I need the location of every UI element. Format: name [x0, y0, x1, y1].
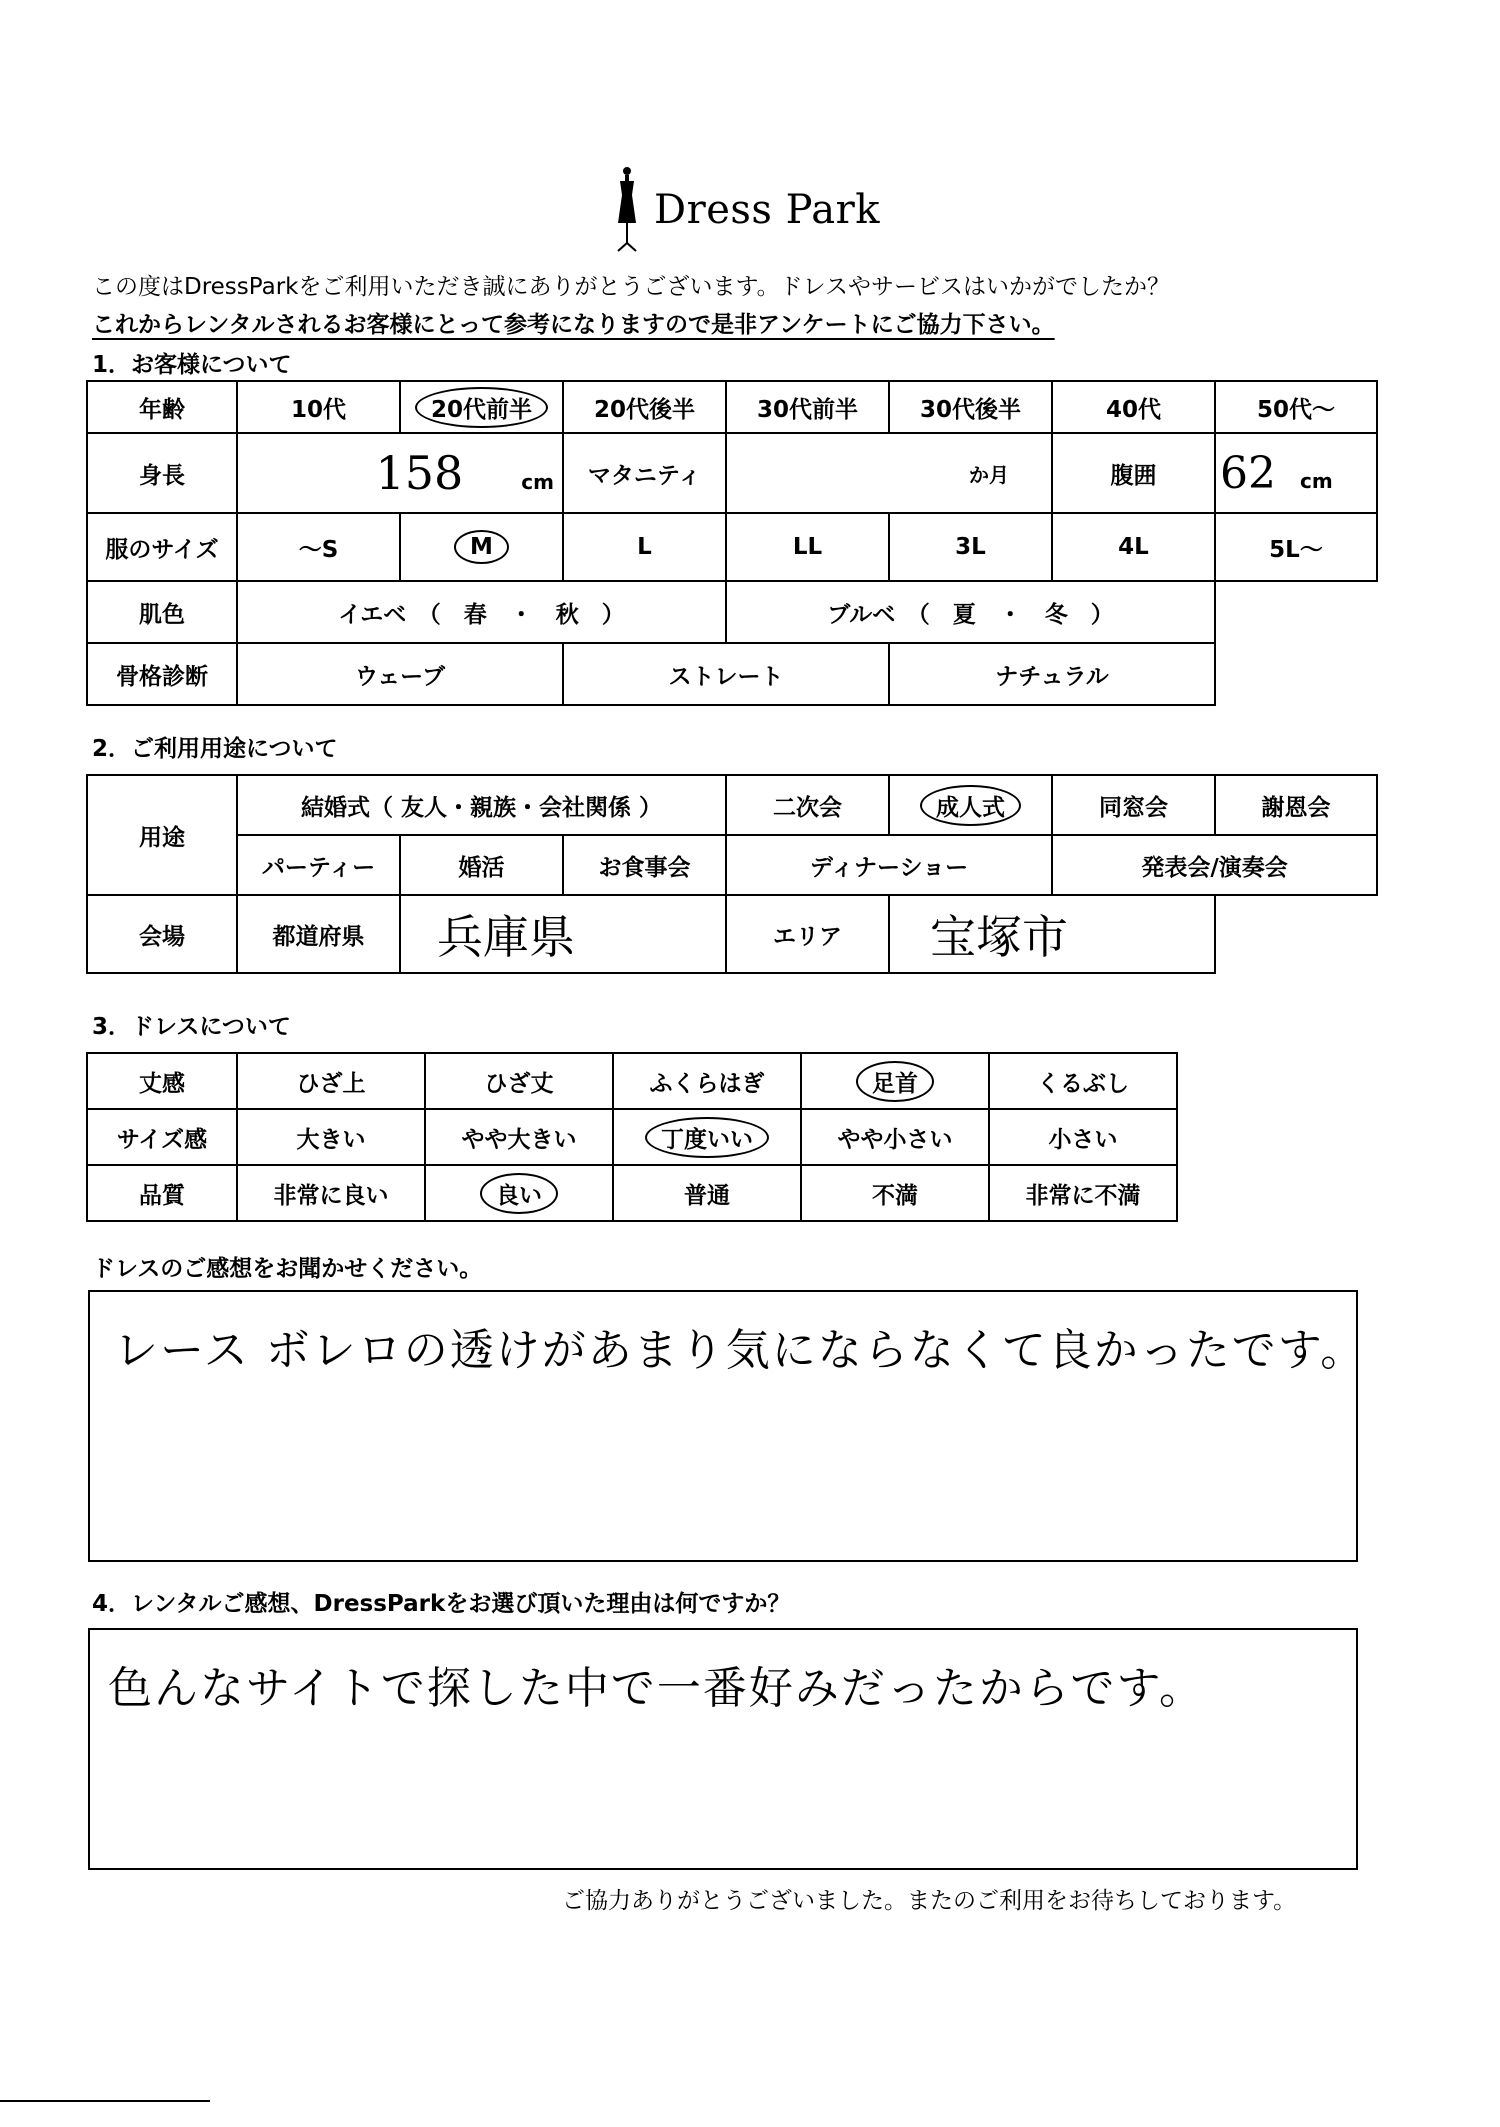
- dress-table: [86, 1052, 1178, 1222]
- age-option-selected[interactable]: [400, 381, 563, 433]
- frame-option[interactable]: ストレート: [563, 643, 889, 705]
- purpose-option[interactable]: 謝恩会: [1215, 775, 1377, 835]
- height-row: [87, 433, 1377, 513]
- purpose-row-2: [87, 835, 1377, 895]
- frame-option[interactable]: ナチュラル: [889, 643, 1215, 705]
- quality-option-selected[interactable]: [425, 1165, 613, 1221]
- section-3-title: 3．ドレスについて: [92, 1014, 291, 1040]
- length-option[interactable]: くるぶし: [989, 1053, 1177, 1109]
- selection-circle: 丁度いい: [645, 1117, 769, 1158]
- size-option-selected[interactable]: [400, 513, 563, 581]
- venue-row: [87, 895, 1377, 973]
- purpose-option[interactable]: ディナーショー: [726, 835, 1052, 895]
- height-unit: cm: [521, 470, 554, 494]
- brand-name: Dress Park: [654, 187, 880, 233]
- selection-circle: 20代前半: [415, 387, 548, 428]
- purpose-option[interactable]: 同窓会: [1052, 775, 1215, 835]
- waist-field[interactable]: [1215, 433, 1377, 513]
- quality-option[interactable]: 不満: [801, 1165, 989, 1221]
- purpose-option[interactable]: 婚活: [400, 835, 563, 895]
- impressions-answer: レース ボレロの透けがあまり気にならなくて良かったです。: [114, 1325, 1367, 1376]
- fit-option-selected[interactable]: [613, 1109, 801, 1165]
- prefecture-label: 都道府県: [237, 895, 400, 973]
- size-option[interactable]: 3L: [889, 513, 1052, 581]
- impressions-prompt: ドレスのご感想をお聞かせください。: [92, 1256, 483, 1282]
- skin-label: 肌色: [87, 581, 237, 643]
- empty-cell: [1215, 643, 1377, 705]
- fit-row: [87, 1109, 1177, 1165]
- intro-line-2: これからレンタルされるお客様にとって参考になりますので是非アンケートにご協力下さい。: [92, 312, 1055, 338]
- frame-option[interactable]: ウェーブ: [237, 643, 563, 705]
- age-label: 年齢: [87, 381, 237, 433]
- fit-option[interactable]: やや小さい: [801, 1109, 989, 1165]
- length-option[interactable]: ひざ上: [237, 1053, 425, 1109]
- age-option[interactable]: 30代前半: [726, 381, 889, 433]
- selection-circle: 足首: [856, 1061, 934, 1102]
- age-option[interactable]: 40代: [1052, 381, 1215, 433]
- length-option-selected[interactable]: [801, 1053, 989, 1109]
- skin-option-blue[interactable]: ブルベ （ 夏 ・ 冬 ）: [726, 581, 1215, 643]
- purpose-table: [86, 774, 1378, 974]
- fit-option[interactable]: 小さい: [989, 1109, 1177, 1165]
- quality-option[interactable]: 普通: [613, 1165, 801, 1221]
- height-field[interactable]: [237, 433, 563, 513]
- height-value: 158: [375, 446, 464, 500]
- age-option[interactable]: 10代: [237, 381, 400, 433]
- selection-circle: M: [454, 530, 509, 564]
- age-option[interactable]: 50代～: [1215, 381, 1377, 433]
- scan-edge-line: [0, 2100, 210, 2102]
- reason-answer-box[interactable]: [88, 1628, 1358, 1870]
- size-option[interactable]: 4L: [1052, 513, 1215, 581]
- footer-thanks: ご協力ありがとうございました。またのご利用をお待ちしております。: [562, 1888, 1297, 1914]
- impressions-answer-box[interactable]: [88, 1290, 1367, 1562]
- height-label: 身長: [87, 433, 237, 513]
- frame-row: [87, 643, 1377, 705]
- customer-table: [86, 380, 1378, 706]
- empty-cell: [1215, 581, 1377, 643]
- fit-label: サイズ感: [87, 1109, 237, 1165]
- purpose-row-1: [87, 775, 1377, 835]
- section-4-title: 4．レンタルご感想、DressParkをお選び頂いた理由は何ですか？: [92, 1591, 791, 1617]
- skin-row: [87, 581, 1377, 643]
- selection-circle: 良い: [480, 1173, 558, 1214]
- section-2-title: 2．ご利用用途について: [92, 736, 338, 762]
- length-label: 丈感: [87, 1053, 237, 1109]
- intro-line-1: この度はDressParkをご利用いただき誠にありがとうございます。ドレスやサービスはいかがでしたか？: [92, 274, 1170, 300]
- waist-label: 腹囲: [1052, 433, 1215, 513]
- area-label: エリア: [726, 895, 889, 973]
- size-option[interactable]: 5L～: [1215, 513, 1377, 581]
- fit-option[interactable]: 大きい: [237, 1109, 425, 1165]
- age-row: [87, 381, 1377, 433]
- waist-value: 62: [1220, 447, 1276, 499]
- logo: [610, 160, 880, 260]
- section-1-title: 1．お客様について: [92, 352, 292, 378]
- prefecture-value[interactable]: 兵庫県: [400, 895, 726, 973]
- purpose-option[interactable]: 結婚式（ 友人・親族・会社関係 ）: [237, 775, 726, 835]
- length-option[interactable]: ふくらはぎ: [613, 1053, 801, 1109]
- quality-row: [87, 1165, 1177, 1221]
- dress-mannequin-icon: [610, 165, 644, 255]
- size-row: [87, 513, 1377, 581]
- empty-cell: [1215, 895, 1377, 973]
- purpose-option[interactable]: 二次会: [726, 775, 889, 835]
- skin-option-yellow[interactable]: イエベ （ 春 ・ 秋 ）: [237, 581, 726, 643]
- size-option[interactable]: L: [563, 513, 726, 581]
- purpose-option[interactable]: 発表会/演奏会: [1052, 835, 1377, 895]
- quality-label: 品質: [87, 1165, 237, 1221]
- maternity-field[interactable]: [726, 433, 1052, 513]
- maternity-unit: か月: [969, 462, 1009, 487]
- purpose-option[interactable]: お食事会: [563, 835, 726, 895]
- venue-label: 会場: [87, 895, 237, 973]
- size-label: 服のサイズ: [87, 513, 237, 581]
- size-option[interactable]: ～S: [237, 513, 400, 581]
- purpose-option[interactable]: パーティー: [237, 835, 400, 895]
- length-option[interactable]: ひざ丈: [425, 1053, 613, 1109]
- waist-unit: cm: [1300, 468, 1333, 493]
- selection-circle: 成人式: [920, 785, 1021, 826]
- purpose-option-selected[interactable]: [889, 775, 1052, 835]
- age-option[interactable]: 20代後半: [563, 381, 726, 433]
- quality-option[interactable]: 非常に不満: [989, 1165, 1177, 1221]
- age-option[interactable]: 30代後半: [889, 381, 1052, 433]
- reason-answer: 色んなサイトで探した中で一番好みだったからです。: [108, 1663, 1205, 1714]
- area-value[interactable]: 宝塚市: [889, 895, 1215, 973]
- maternity-label: マタニティ: [563, 433, 726, 513]
- size-option[interactable]: LL: [726, 513, 889, 581]
- fit-option[interactable]: やや大きい: [425, 1109, 613, 1165]
- quality-option[interactable]: 非常に良い: [237, 1165, 425, 1221]
- length-row: [87, 1053, 1177, 1109]
- frame-label: 骨格診断: [87, 643, 237, 705]
- purpose-label: 用途: [87, 775, 237, 895]
